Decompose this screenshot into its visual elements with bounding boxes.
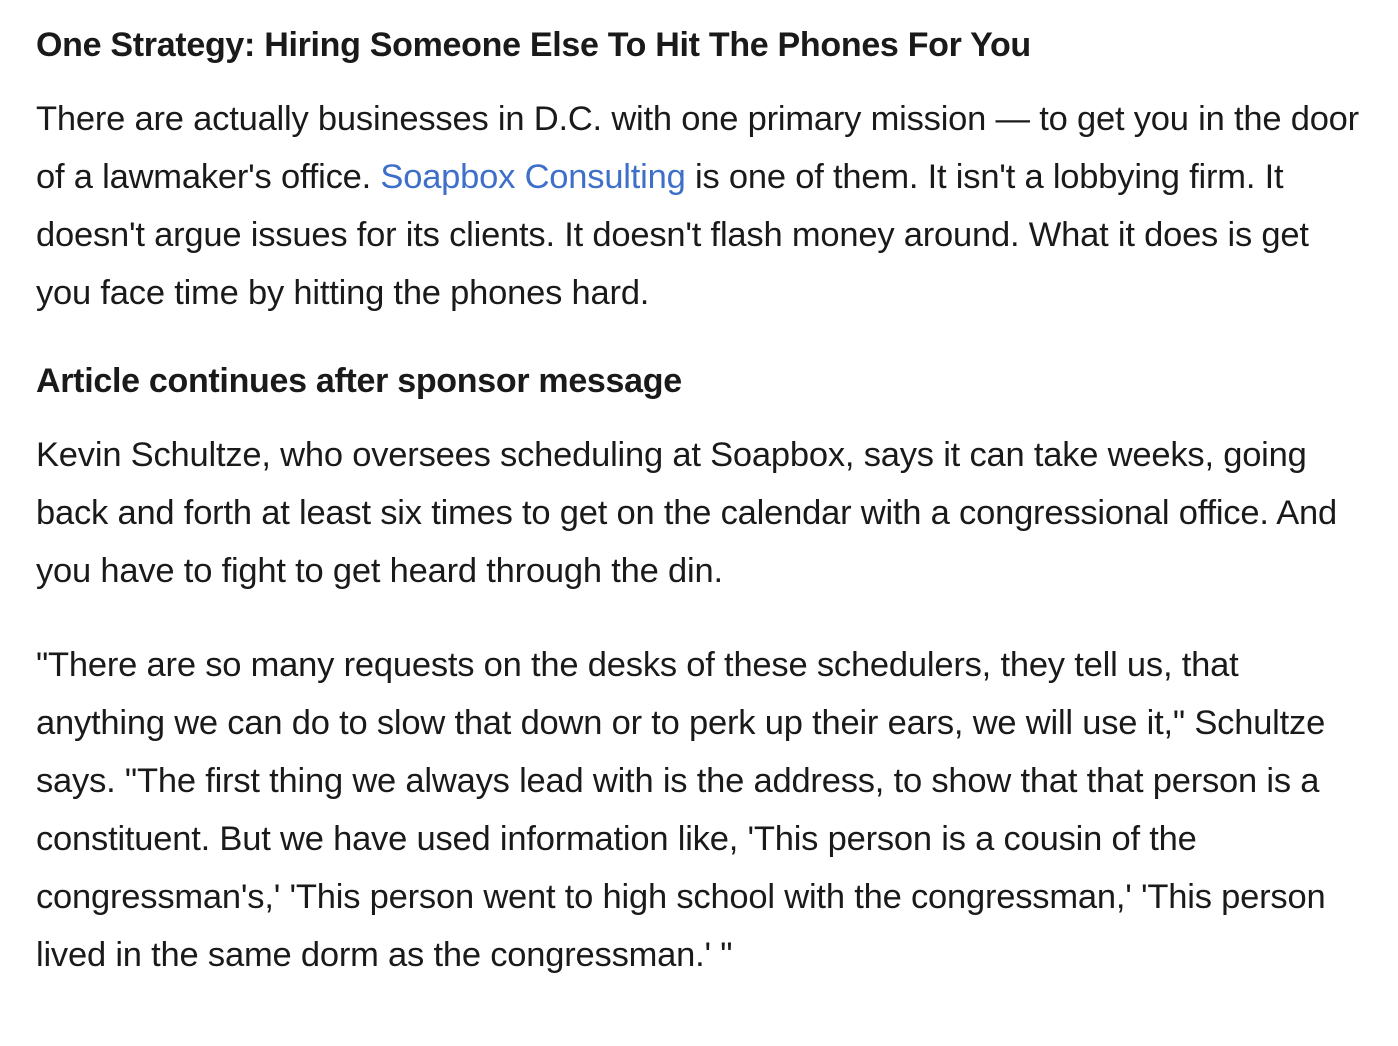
paragraph-kevin-schultze: Kevin Schultze, who oversees scheduling at Soapbox, says it can take weeks, going back and forth at least six times to get on the calendar with a congressional office. And you have to fight to get heard through the din. (36, 436, 1337, 590)
sponsor-message-heading: Article continues after sponsor message (36, 362, 682, 400)
paragraph-text-after-link: is one of them. It isn't a lobbying firm. It doesn't argue issues for its clients. It doesn't flash money around. What it does is get you face time by hitting the phones hard. (36, 158, 1309, 312)
section-heading-strategy: One Strategy: Hiring Someone Else To Hit The Phones For You (36, 26, 1031, 64)
paragraph-soapbox-intro (36, 90, 1362, 322)
paragraph-text-before-link: There are actually businesses in D.C. with one primary mission — to get you in the door of a lawmaker's office. (36, 100, 1359, 196)
soapbox-consulting-link[interactable]: Soapbox Consulting (380, 158, 686, 196)
paragraph-schultze-quote: "There are so many requests on the desks of these schedulers, they tell us, that anything we can do to slow that down or to perk up their ears, we will use it," Schultze says. "The first thing we always lead with is the address, to show that that person is a constituent. But we have used information like, 'This person is a cousin of the congressman's,' 'This person went to high school with the congressman,' 'This person lived in the same dorm as the congressman.' " (36, 646, 1326, 974)
